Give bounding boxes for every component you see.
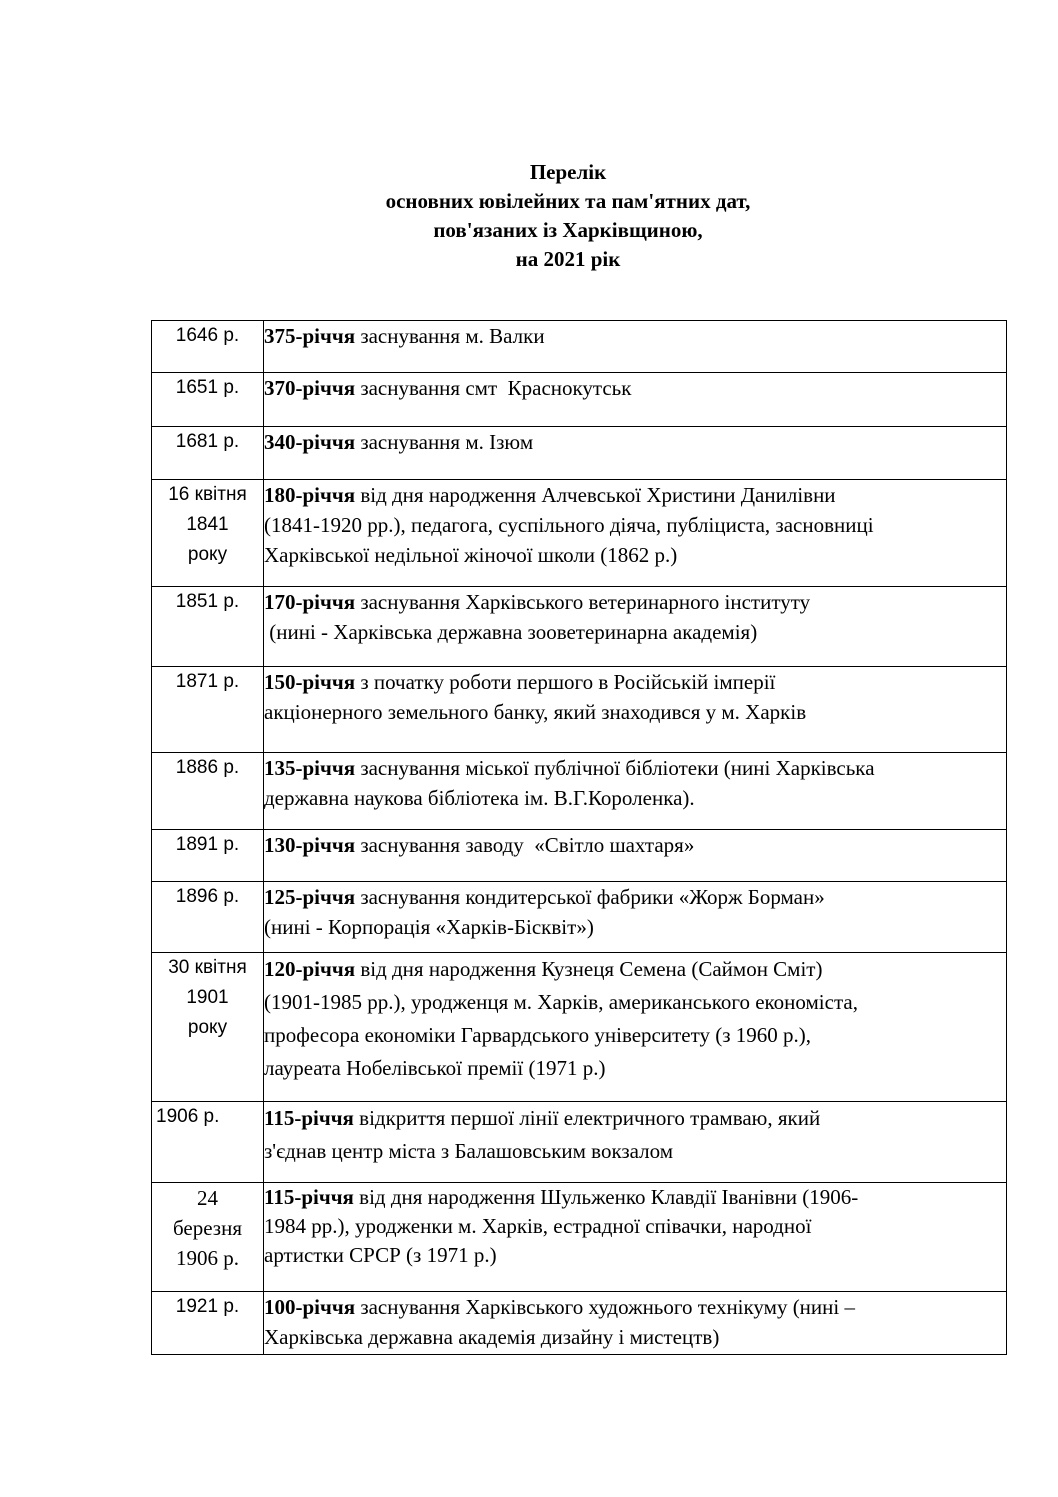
description-cell	[264, 953, 1007, 1102]
description-cell	[264, 667, 1007, 753]
date-cell	[152, 373, 264, 427]
description-line	[264, 1102, 1006, 1135]
description-line	[264, 540, 1006, 570]
date-line: 30 квітня	[168, 957, 247, 978]
date-cell	[152, 667, 264, 753]
description-line	[264, 667, 1006, 697]
description-text: (нині - Харківська державна зооветеринарна академія)	[264, 620, 758, 644]
description-text: заснування Харківського ветеринарного інституту	[355, 590, 811, 614]
date-cell	[152, 882, 264, 953]
description-line	[264, 1183, 1006, 1212]
table-row	[152, 953, 1007, 1102]
description-cell	[264, 1292, 1007, 1355]
description-line	[264, 480, 1006, 510]
anniversary-label: 125-річчя	[264, 885, 356, 909]
date-cell	[152, 953, 264, 1102]
description-line	[264, 1292, 1006, 1322]
description-text: лауреата Нобелівської премії (1971 р.)	[264, 1056, 606, 1080]
date-cell	[152, 1183, 264, 1292]
date-line: 1871 р.	[175, 671, 240, 692]
description-cell	[264, 830, 1007, 882]
title-line-2: основних ювілейних та пам'ятних дат,	[385, 189, 751, 213]
date-cell	[152, 427, 264, 480]
anniversary-label: 370-річчя	[264, 376, 356, 400]
description-line	[264, 1212, 1006, 1241]
description-line	[264, 510, 1006, 540]
description-text: заснування Харківського художнього технікуму (нині –	[355, 1295, 855, 1319]
date-line: року	[187, 544, 228, 565]
description-line	[264, 753, 1006, 783]
date-line: 1681 р.	[175, 431, 240, 452]
table-row	[152, 830, 1007, 882]
description-text: (1901-1985 рр.), уродженця м. Харків, американського економіста,	[264, 990, 858, 1014]
description-text: від дня народження Шульженко Клавдії Іванівни (1906-	[353, 1185, 859, 1209]
description-line	[264, 373, 1006, 403]
description-text: з початку роботи першого в Російській імперії	[355, 670, 776, 694]
anniversary-label: 115-річчя	[264, 1185, 354, 1209]
description-line	[264, 617, 1006, 647]
description-cell	[264, 1183, 1007, 1292]
description-text: заснування заводу «Світло шахтаря»	[355, 833, 695, 857]
description-cell	[264, 753, 1007, 830]
date-line: року	[187, 1017, 228, 1038]
description-cell	[264, 1102, 1007, 1183]
anniversary-label: 130-річчя	[264, 833, 356, 857]
description-text: заснування кондитерської фабрики «Жорж Борман»	[355, 885, 825, 909]
description-text: професора економіки Гарвардського університету (з 1960 р.),	[264, 1023, 812, 1047]
description-text: заснування м. Валки	[355, 324, 545, 348]
description-text: з'єднав центр міста з Балашовським вокзалом	[264, 1139, 674, 1163]
table-row	[152, 1292, 1007, 1355]
description-line	[264, 986, 1006, 1019]
date-line: 16 квітня	[168, 484, 247, 505]
table-row	[152, 587, 1007, 667]
table-row	[152, 667, 1007, 753]
description-line	[264, 912, 1006, 942]
date-line: 24	[197, 1186, 218, 1210]
date-cell	[152, 753, 264, 830]
description-text: заснування міської публічної бібліотеки (нині Харківська	[355, 756, 875, 780]
description-cell	[264, 373, 1007, 427]
date-line: 1921 р.	[175, 1296, 240, 1317]
date-line: 1651 р.	[175, 377, 240, 398]
date-line: 1646 р.	[175, 325, 240, 346]
description-text: від дня народження Алчевської Христини Данилівни	[355, 483, 836, 507]
document-title	[0, 158, 1058, 274]
date-line: 1896 р.	[175, 886, 240, 907]
description-text: від дня народження Кузнеця Семена (Саймон Сміт)	[355, 957, 823, 981]
description-text: відкриття першої лінії електричного трамваю, який	[353, 1106, 821, 1130]
anniversary-label: 115-річчя	[264, 1106, 354, 1130]
anniversary-label: 180-річчя	[264, 483, 356, 507]
date-cell	[152, 480, 264, 587]
table-row	[152, 1102, 1007, 1183]
description-text: заснування м. Ізюм	[355, 430, 534, 454]
anniversary-label: 375-річчя	[264, 324, 356, 348]
table-row	[152, 427, 1007, 480]
anniversary-label: 170-річчя	[264, 590, 356, 614]
description-line	[264, 427, 1006, 457]
description-line	[264, 882, 1006, 912]
date-cell	[152, 830, 264, 882]
description-cell	[264, 480, 1007, 587]
anniversary-label: 135-річчя	[264, 756, 356, 780]
description-text: Харківської недільної жіночої школи (1862 р.)	[264, 543, 678, 567]
anniversary-dates-table	[151, 320, 1007, 1355]
date-cell	[152, 321, 264, 373]
table-row	[152, 753, 1007, 830]
anniversary-label: 340-річчя	[264, 430, 356, 454]
table-row	[152, 480, 1007, 587]
date-line: 1851 р.	[175, 591, 240, 612]
description-line	[264, 953, 1006, 986]
title-line-4: на 2021 рік	[515, 247, 621, 271]
description-text: державна наукова бібліотека ім. В.Г.Короленка).	[264, 786, 695, 810]
anniversary-label: 120-річчя	[264, 957, 356, 981]
table-row	[152, 321, 1007, 373]
description-text: 1984 рр.), уродженки м. Харків, естрадної співачки, народної	[264, 1214, 812, 1238]
date-line: 1901	[186, 987, 229, 1008]
table-row	[152, 1183, 1007, 1292]
table-row	[152, 882, 1007, 953]
description-line	[264, 783, 1006, 813]
title-line-3: пов'язаних із Харківщиною,	[433, 218, 703, 242]
date-line: 1841	[186, 514, 229, 535]
description-line	[264, 1241, 1006, 1270]
date-line: 1906 р.	[156, 1106, 220, 1127]
description-line	[264, 1322, 1006, 1352]
date-cell	[152, 587, 264, 667]
description-line	[264, 1019, 1006, 1052]
date-line: 1886 р.	[175, 757, 240, 778]
date-line: 1906 р.	[176, 1246, 239, 1270]
description-cell	[264, 321, 1007, 373]
anniversary-label: 100-річчя	[264, 1295, 356, 1319]
description-line	[264, 1052, 1006, 1085]
description-text: акціонерного земельного банку, який знаходився у м. Харків	[264, 700, 807, 724]
description-line	[264, 587, 1006, 617]
description-text: Харківська державна академія дизайну і мистецтв)	[264, 1325, 720, 1349]
title-line-1: Перелік	[529, 160, 607, 184]
description-cell	[264, 882, 1007, 953]
description-text: заснування смт Краснокутськ	[355, 376, 632, 400]
anniversary-label: 150-річчя	[264, 670, 356, 694]
date-cell	[152, 1292, 264, 1355]
description-line	[264, 321, 1006, 351]
description-cell	[264, 427, 1007, 480]
description-line	[264, 697, 1006, 727]
date-cell	[152, 1102, 264, 1183]
date-line: 1891 р.	[175, 834, 240, 855]
description-line	[264, 1135, 1006, 1168]
description-text: артистки СРСР (з 1971 р.)	[264, 1243, 497, 1267]
date-line: березня	[173, 1216, 242, 1240]
description-cell	[264, 587, 1007, 667]
description-text: (1841-1920 рр.), педагога, суспільного діяча, публіциста, засновниці	[264, 513, 874, 537]
table-row	[152, 373, 1007, 427]
description-line	[264, 830, 1006, 860]
description-text: (нині - Корпорація «Харків-Бісквіт»)	[264, 915, 594, 939]
